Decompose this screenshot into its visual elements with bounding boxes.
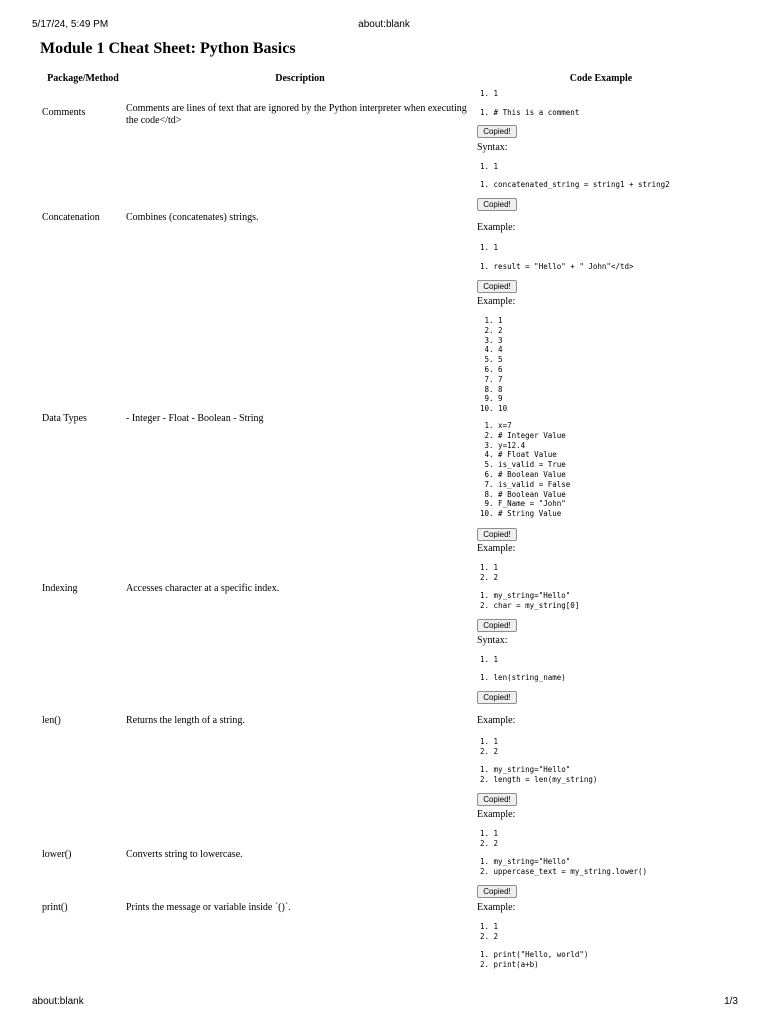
code-line: 1. concatenated_string = string1 + string2 <box>480 180 670 189</box>
code-line: 1. 1 <box>480 89 499 98</box>
code-line: 1. 1 <box>480 655 499 664</box>
code-line-numbers <box>480 655 750 665</box>
code-line: 9. F_Name = "John" <box>480 499 566 509</box>
example-label: Example: <box>477 296 516 307</box>
code-line: 1. 1 <box>480 563 499 572</box>
code-line: 2. uppercase_text = my_string.lower() <box>480 866 648 876</box>
row-description-indexing: Accesses character at a specific index. <box>126 583 280 594</box>
example-label: Example: <box>477 809 516 820</box>
syntax-label: Syntax: <box>477 142 508 153</box>
print-header <box>0 19 768 33</box>
code-block <box>480 950 750 970</box>
print-datetime: 5/17/24, 5:49 PM <box>32 19 109 30</box>
code-line: 1. my_string="Hello" <box>480 765 571 774</box>
code-line-numbers <box>480 829 750 849</box>
code-line: 7. is_valid = False <box>480 479 571 489</box>
row-method-indexing: Indexing <box>42 583 78 594</box>
row-method-len: len() <box>42 715 61 726</box>
code-block <box>480 857 750 877</box>
code-line: 1. print("Hello, world") <box>480 950 589 959</box>
code-line-numbers <box>480 316 750 414</box>
copy-button[interactable]: Copied! <box>477 619 517 632</box>
code-line-numbers <box>480 563 750 583</box>
code-line: 1. my_string="Hello" <box>480 857 571 866</box>
copy-button[interactable]: Copied! <box>477 885 517 898</box>
code-line: 8. # Boolean Value <box>480 489 566 499</box>
code-line: 10. # String Value <box>480 509 562 519</box>
code-line-numbers <box>480 89 750 99</box>
copy-button[interactable]: Copied! <box>477 280 517 293</box>
copy-button[interactable]: Copied! <box>477 793 517 806</box>
code-block <box>480 108 750 118</box>
code-line: 5. 5 <box>480 355 503 365</box>
copy-button[interactable]: Copied! <box>477 691 517 704</box>
row-method-print: print() <box>42 902 68 913</box>
code-line: 8. 8 <box>480 384 503 394</box>
code-line: 2. print(a+b) <box>480 959 539 969</box>
code-line: 1. 1 <box>480 737 499 746</box>
code-line: 1. my_string="Hello" <box>480 591 571 600</box>
page-title: Module 1 Cheat Sheet: Python Basics <box>40 40 296 57</box>
row-description-print: Prints the message or variable inside `()`. <box>126 902 291 913</box>
code-line: 1. 1 <box>480 162 499 171</box>
code-line: 1. result = "Hello" + " John"</td> <box>480 262 634 271</box>
code-block <box>480 180 750 190</box>
code-line: 1. 1 <box>480 922 499 931</box>
row-description-comments: Comments are lines of text that are ignored by the Python interpreter when executing the code</td> <box>126 103 467 126</box>
code-line: 1. # This is a comment <box>480 108 580 117</box>
code-line: 1. 1 <box>480 829 499 838</box>
code-line: 1. 1 <box>480 316 503 325</box>
code-line: 3. 3 <box>480 335 503 345</box>
row-method-comments: Comments <box>42 107 86 118</box>
code-line: 4. # Float Value <box>480 450 557 460</box>
code-line: 1. len(string_name) <box>480 673 566 682</box>
code-block <box>480 765 750 785</box>
column-header-code: Code Example <box>569 73 633 84</box>
code-line-numbers <box>480 737 750 757</box>
code-line: 1. 1 <box>480 243 499 252</box>
code-line: 4. 4 <box>480 345 503 355</box>
syntax-label: Syntax: <box>477 635 508 646</box>
code-line: 2. length = len(my_string) <box>480 774 598 784</box>
example-label: Example: <box>477 902 516 913</box>
code-line: 5. is_valid = True <box>480 460 566 470</box>
code-line: 3. y=12.4 <box>480 440 526 450</box>
row-description-len: Returns the length of a string. <box>126 715 245 726</box>
code-line: 2. 2 <box>480 931 499 941</box>
example-label: Example: <box>477 222 516 233</box>
code-line: 2. 2 <box>480 838 499 848</box>
code-line: 2. 2 <box>480 572 499 582</box>
code-line: 6. # Boolean Value <box>480 469 566 479</box>
row-description-concatenation: Combines (concatenates) strings. <box>126 212 259 223</box>
print-footer <box>0 996 768 1010</box>
copy-button[interactable]: Copied! <box>477 125 517 138</box>
column-header-package: Package/Method <box>47 73 119 84</box>
code-line: 2. char = my_string[0] <box>480 600 580 610</box>
code-line: 1. x=7 <box>480 421 512 430</box>
print-url: about:blank <box>358 19 410 30</box>
code-line-numbers <box>480 243 750 253</box>
code-line-numbers <box>480 922 750 942</box>
code-block <box>480 591 750 611</box>
code-block <box>480 673 750 683</box>
example-label: Example: <box>477 715 516 726</box>
copy-button[interactable]: Copied! <box>477 528 517 541</box>
code-line-numbers <box>480 162 750 172</box>
footer-url: about:blank <box>32 996 84 1007</box>
row-description-data-types: - Integer - Float - Boolean - String <box>126 413 264 424</box>
code-block <box>480 421 750 519</box>
code-line: 2. 2 <box>480 746 499 756</box>
code-line: 10. 10 <box>480 404 508 414</box>
copy-button[interactable]: Copied! <box>477 198 517 211</box>
code-line: 6. 6 <box>480 364 503 374</box>
row-method-lower: lower() <box>42 849 72 860</box>
example-label: Example: <box>477 543 516 554</box>
code-block <box>480 262 750 272</box>
code-line: 7. 7 <box>480 374 503 384</box>
row-method-data-types: Data Types <box>42 413 87 424</box>
code-line: 9. 9 <box>480 394 503 404</box>
column-header-description: Description <box>275 73 325 84</box>
row-description-lower: Converts string to lowercase. <box>126 849 243 860</box>
page-number: 1/3 <box>724 996 738 1007</box>
code-line: 2. 2 <box>480 325 503 335</box>
row-method-concatenation: Concatenation <box>42 212 100 223</box>
code-line: 2. # Integer Value <box>480 430 566 440</box>
